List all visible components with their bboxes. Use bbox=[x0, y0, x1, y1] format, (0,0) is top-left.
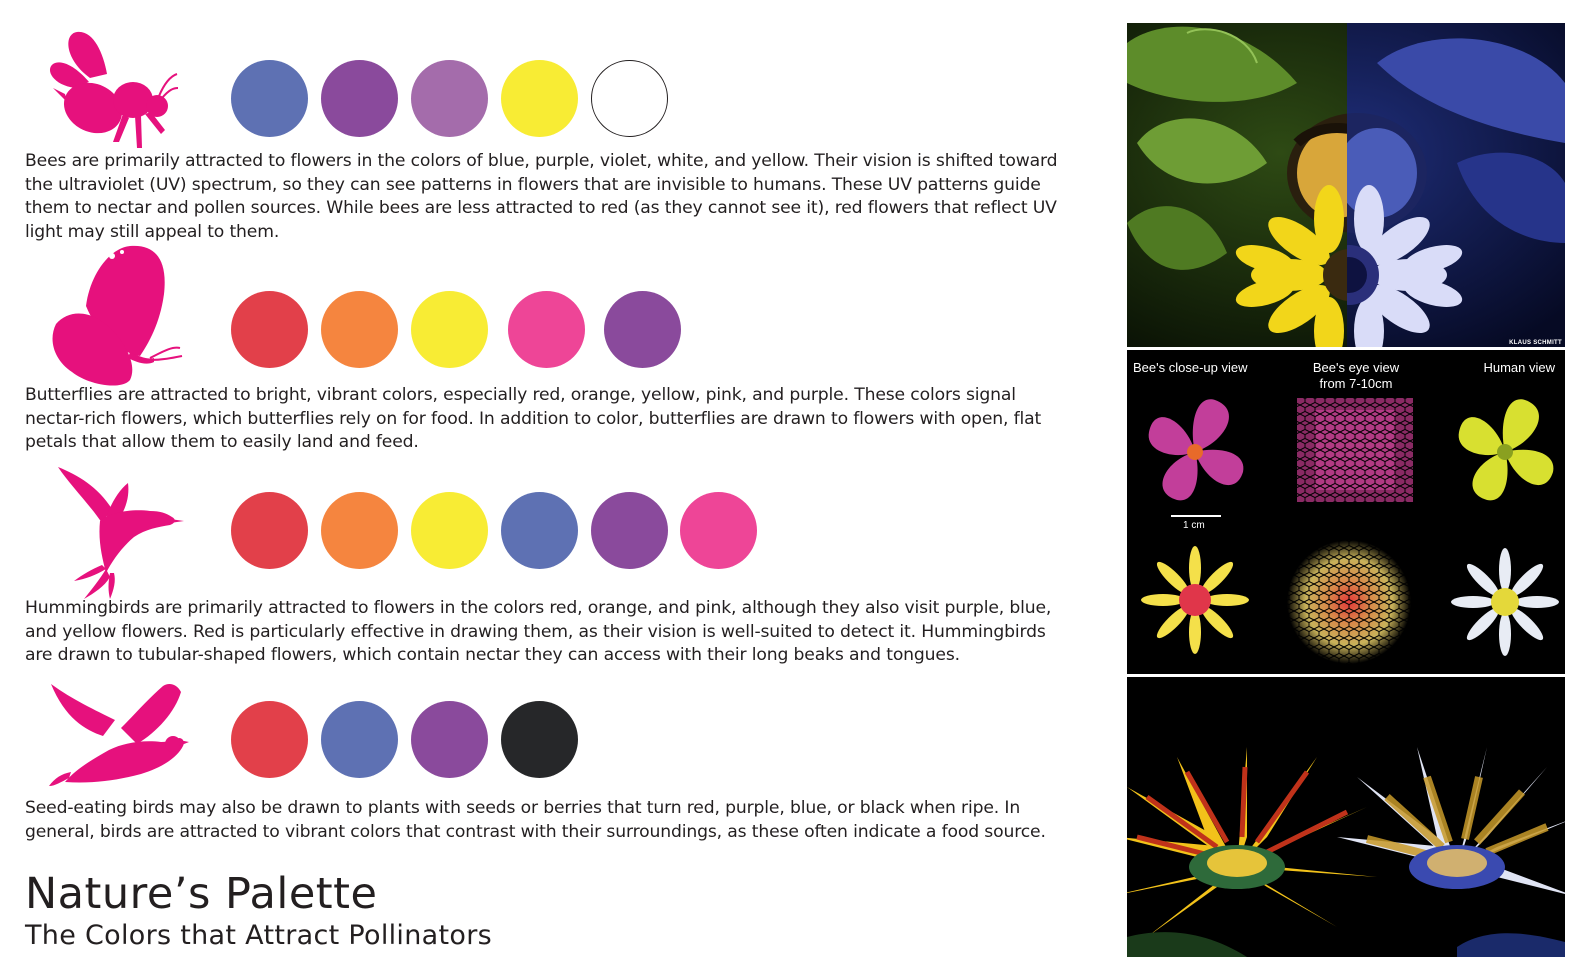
human-view-label: Human view bbox=[1483, 360, 1555, 375]
color-swatch-red bbox=[231, 701, 308, 778]
bird-icon bbox=[45, 678, 190, 788]
butterfly-description: Butterflies are attracted to bright, vibrant colors, especially red, orange, yellow, pink, and purple. These colors signal nectar-rich flowers, which butterflies rely on for food. In addition to color, butterflies are drawn to flowers with open, flat petals that allow them to easily land and feed. bbox=[25, 385, 1042, 452]
bee-eye-view-label-line1: Bee's eye view bbox=[1312, 360, 1400, 375]
closeup-view-label: Bee's close-up view bbox=[1133, 360, 1248, 375]
bee-eye-view-label bbox=[1295, 360, 1417, 392]
photo-credit: KLAUS SCHMITT bbox=[1509, 340, 1562, 346]
color-swatch-purple bbox=[411, 701, 488, 778]
page-subtitle: The Colors that Attract Pollinators bbox=[25, 920, 492, 951]
color-swatch-black bbox=[501, 701, 578, 778]
gazania-uv-comparison-photo bbox=[1127, 677, 1565, 957]
color-swatch-blue bbox=[321, 701, 398, 778]
page-title: Nature’s Palette bbox=[25, 869, 378, 919]
hummingbird-description: Hummingbirds are primarily attracted to flowers in the colors red, orange, and pink, although they also visit purple, blue, and yellow flowers. Red is particularly effective in drawing them, as their vision is well-suited to detect it. Hummingbirds are drawn to tubular-shaped flowers, which contain nectar they can access with their long beaks and tongues. bbox=[25, 598, 1052, 665]
bee-eye-view-label-line2: from 7-10cm bbox=[1319, 376, 1393, 391]
bird-description: Seed-eating birds may also be drawn to plants with seeds or berries that turn red, purple, blue, or black when ripe. In general, birds are attracted to vibrant colors that contrast with their surroundings, as these often indicate a food source. bbox=[25, 798, 1046, 842]
bee-description: Bees are primarily attracted to flowers in the colors of blue, purple, violet, white, and yellow. Their vision is shifted toward the ultraviolet (UV) spectrum, so they can see patterns in flowers that are invisible to humans. These UV patterns guide them to nectar and pollen sources. While bees are less attracted to red (as they cannot see it), red flowers that reflect UV light may still appeal to them. bbox=[25, 151, 1058, 242]
bee-vision-comparison-panel bbox=[1127, 350, 1565, 674]
scale-bar-label: 1 cm bbox=[1183, 520, 1205, 531]
bee-uv-comparison-photo bbox=[1127, 23, 1565, 347]
